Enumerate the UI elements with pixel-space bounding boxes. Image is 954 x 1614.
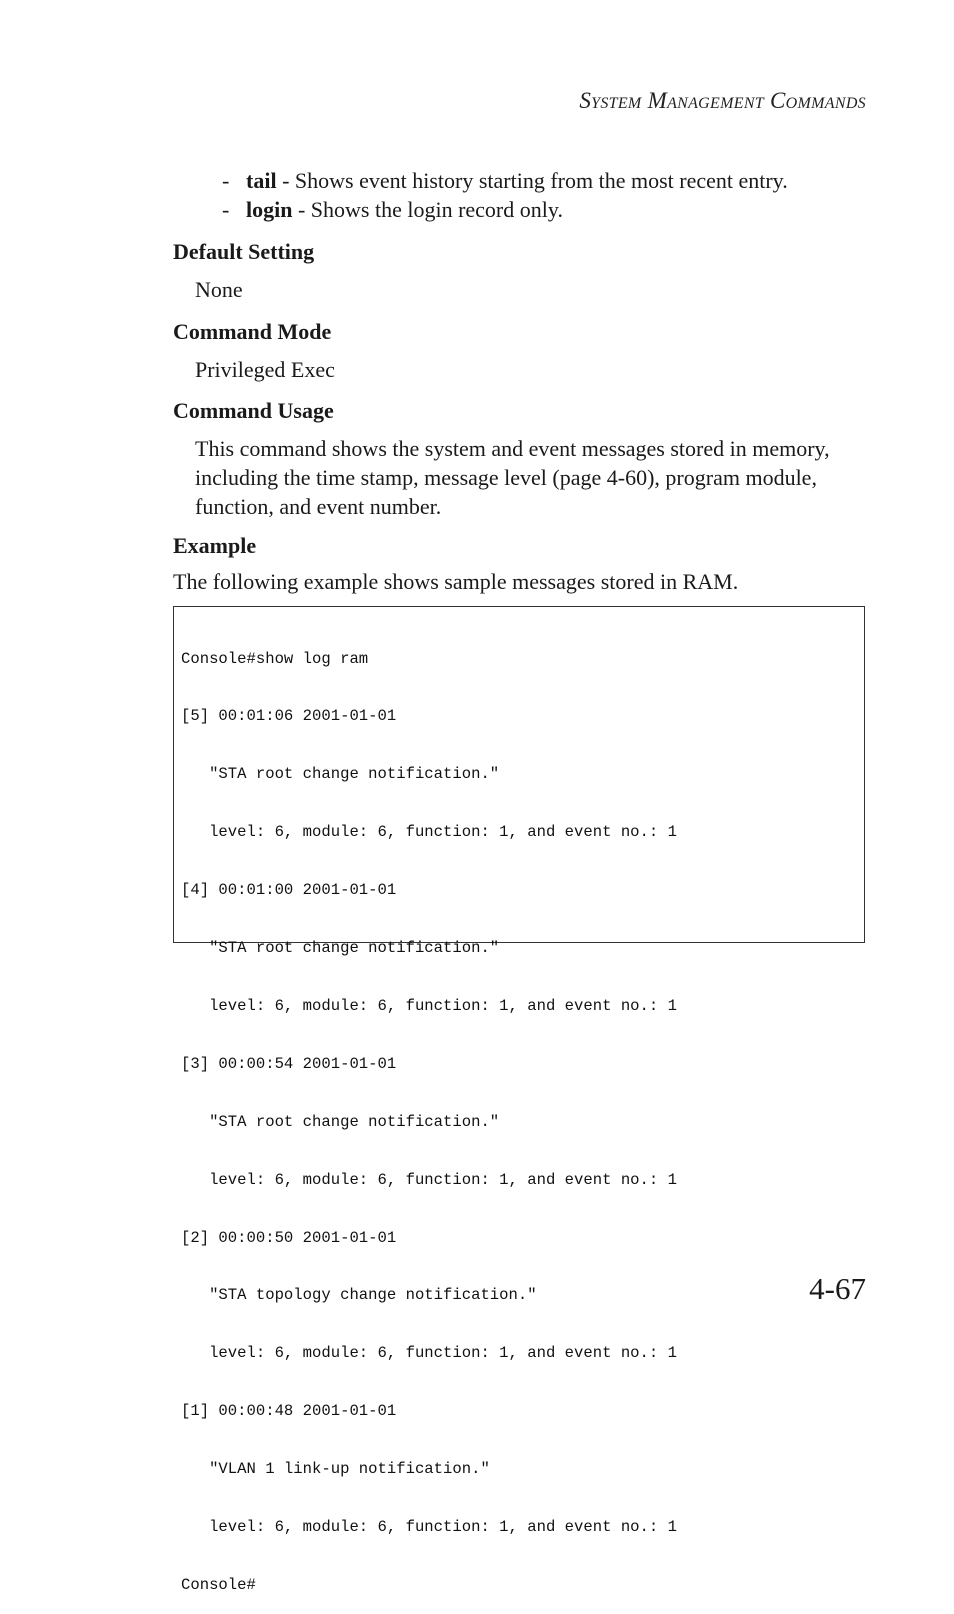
console-line: "STA root change notification."	[181, 765, 500, 784]
default-setting-heading: Default Setting	[173, 239, 315, 264]
page-number: 4-67	[809, 1271, 866, 1306]
dash-marker: -	[222, 197, 230, 222]
option-term: tail	[246, 168, 277, 193]
option-desc: - Shows event history starting from the most recent entry.	[276, 168, 788, 193]
console-line: [3] 00:00:54 2001-01-01	[181, 1054, 397, 1073]
command-mode-body: Privileged Exec	[195, 357, 335, 382]
example-heading: Example	[173, 533, 257, 558]
option-list	[222, 166, 788, 224]
option-term: login	[246, 197, 293, 222]
console-line: Console#show log ram	[181, 649, 369, 668]
console-line: [5] 00:01:06 2001-01-01	[181, 707, 397, 726]
command-usage-body: This command shows the system and event messages stored in memory, including the time stamp, message level (page 4-60), program module, function, and event number.	[195, 436, 830, 519]
console-line: [1] 00:00:48 2001-01-01	[181, 1402, 397, 1421]
console-line: "STA topology change notification."	[181, 1286, 537, 1305]
option-item-login	[222, 195, 788, 224]
command-mode-heading: Command Mode	[173, 319, 332, 344]
console-line: level: 6, module: 6, function: 1, and event no.: 1	[181, 823, 677, 842]
option-item-tail	[222, 166, 788, 195]
console-line: level: 6, module: 6, function: 1, and event no.: 1	[181, 1344, 677, 1363]
console-line: Console#	[181, 1575, 256, 1594]
console-line: level: 6, module: 6, function: 1, and event no.: 1	[181, 1517, 677, 1536]
console-line: "VLAN 1 link-up notification."	[181, 1460, 490, 1479]
example-intro: The following example shows sample messages stored in RAM.	[173, 569, 739, 594]
console-line: level: 6, module: 6, function: 1, and event no.: 1	[181, 996, 677, 1015]
console-line: [2] 00:00:50 2001-01-01	[181, 1228, 397, 1247]
console-line: "STA root change notification."	[181, 939, 500, 958]
console-line: [4] 00:01:00 2001-01-01	[181, 881, 397, 900]
command-usage-heading: Command Usage	[173, 398, 334, 423]
running-header: System Management Commands	[579, 88, 866, 113]
default-setting-body: None	[195, 277, 243, 302]
option-desc: - Shows the login record only.	[292, 197, 563, 222]
console-line: "STA root change notification."	[181, 1112, 500, 1131]
dash-marker: -	[222, 168, 230, 193]
console-line: level: 6, module: 6, function: 1, and event no.: 1	[181, 1170, 677, 1189]
